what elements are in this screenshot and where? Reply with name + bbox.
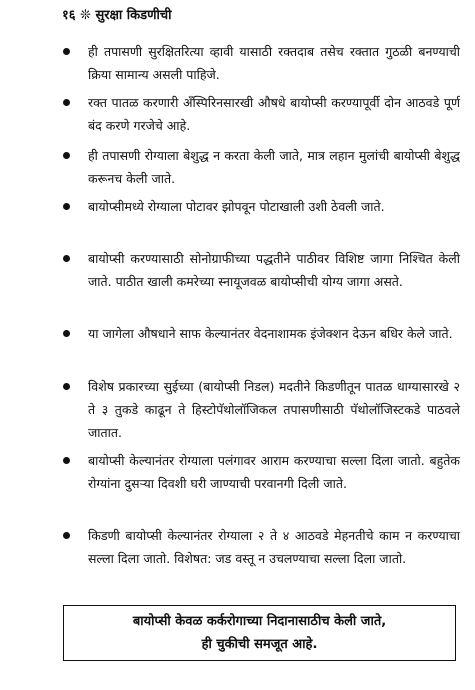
- bullet-icon: [63, 255, 70, 262]
- bullet-icon: [63, 330, 70, 337]
- bullet-text: ही तपासणी रोग्याला बेशुद्ध न करता केली जाते, मात्र लहान मुलांची बायोप्सी बेशुद्ध करूनच केली जाते.: [88, 148, 460, 186]
- callout-line-2: ही चुकीची समजूत आहे.: [201, 637, 318, 652]
- bullet-icon: [63, 203, 70, 210]
- bullet-text: विशेष प्रकारच्या सुईच्या (बायोप्सी निडल) मदतीने किडणीतून पातळ धाग्यासारखे २ ते ३ तुकडे काढून ते हिस्टोपॅथोलॉजिकल तपासणीसाठी पॅथोलॉजिस्टकडे पाठवले जातात.: [88, 379, 460, 440]
- bullet-text: रक्त पातळ करणारी अँस्पिरिनसारखी औषधे बायोप्सी करण्यापूर्वी दोन आठवडे पूर्ण बंद करणे गरजेचे आहे.: [88, 95, 460, 133]
- bullet-icon: [63, 532, 70, 539]
- callout-box: [63, 605, 456, 661]
- bullet-icon: [63, 152, 70, 159]
- callout-line-1: बायोप्सी केवळ कर्करोगाच्या निदानासाठीच केली जाते,: [132, 614, 387, 629]
- bullet-text: या जागेला औषधाने साफ केल्यानंतर वेदनाशामक इंजेक्शन देऊन बधिर केले जाते.: [88, 326, 453, 341]
- bullet-icon: [63, 383, 70, 390]
- bullet-text: बायोप्सी केल्यानंतर रोग्याला पलंगावर आराम करण्याचा सल्ला दिला जातो. बहुतेक रोग्यांना दुसऱ्या दिवशी घरी जाण्याची परवानगी दिली जाते.: [88, 453, 460, 491]
- bullet-icon: [63, 99, 70, 106]
- bullet-text: ही तपासणी सुरक्षितरित्या व्हावी यासाठी रक्तदाब तसेच रक्तात गुठळी बनण्याची क्रिया सामान्य असली पाहिजे.: [88, 44, 460, 82]
- bullet-icon: [63, 48, 70, 55]
- bullet-text: बायोप्सी करण्यासाठी सोनोग्राफीच्या पद्धतीने पाठीवर विशिष्ट जागा निश्चित केली जाते. पाठीत खाली कमरेच्या स्नायूजवळ बायोप्सीची योग्य जागा असते.: [88, 251, 460, 289]
- bullet-text: बायोप्सीमध्ये रोग्याला पोटावर झोपवून पोटाखाली उशी ठेवली जाते.: [88, 199, 385, 214]
- bullet-text: किडणी बायोप्सी केल्यानंतर रोग्याला २ ते ४ आठवडे मेहनतीचे काम न करण्याचा सल्ला दिला जातो. विशेषत: जड वस्तू न उचलण्याचा सल्ला दिला जातो.: [88, 528, 460, 566]
- bullet-icon: [63, 457, 70, 464]
- page-heading: १६ ❊ सुरक्षा किडणीची: [62, 8, 172, 23]
